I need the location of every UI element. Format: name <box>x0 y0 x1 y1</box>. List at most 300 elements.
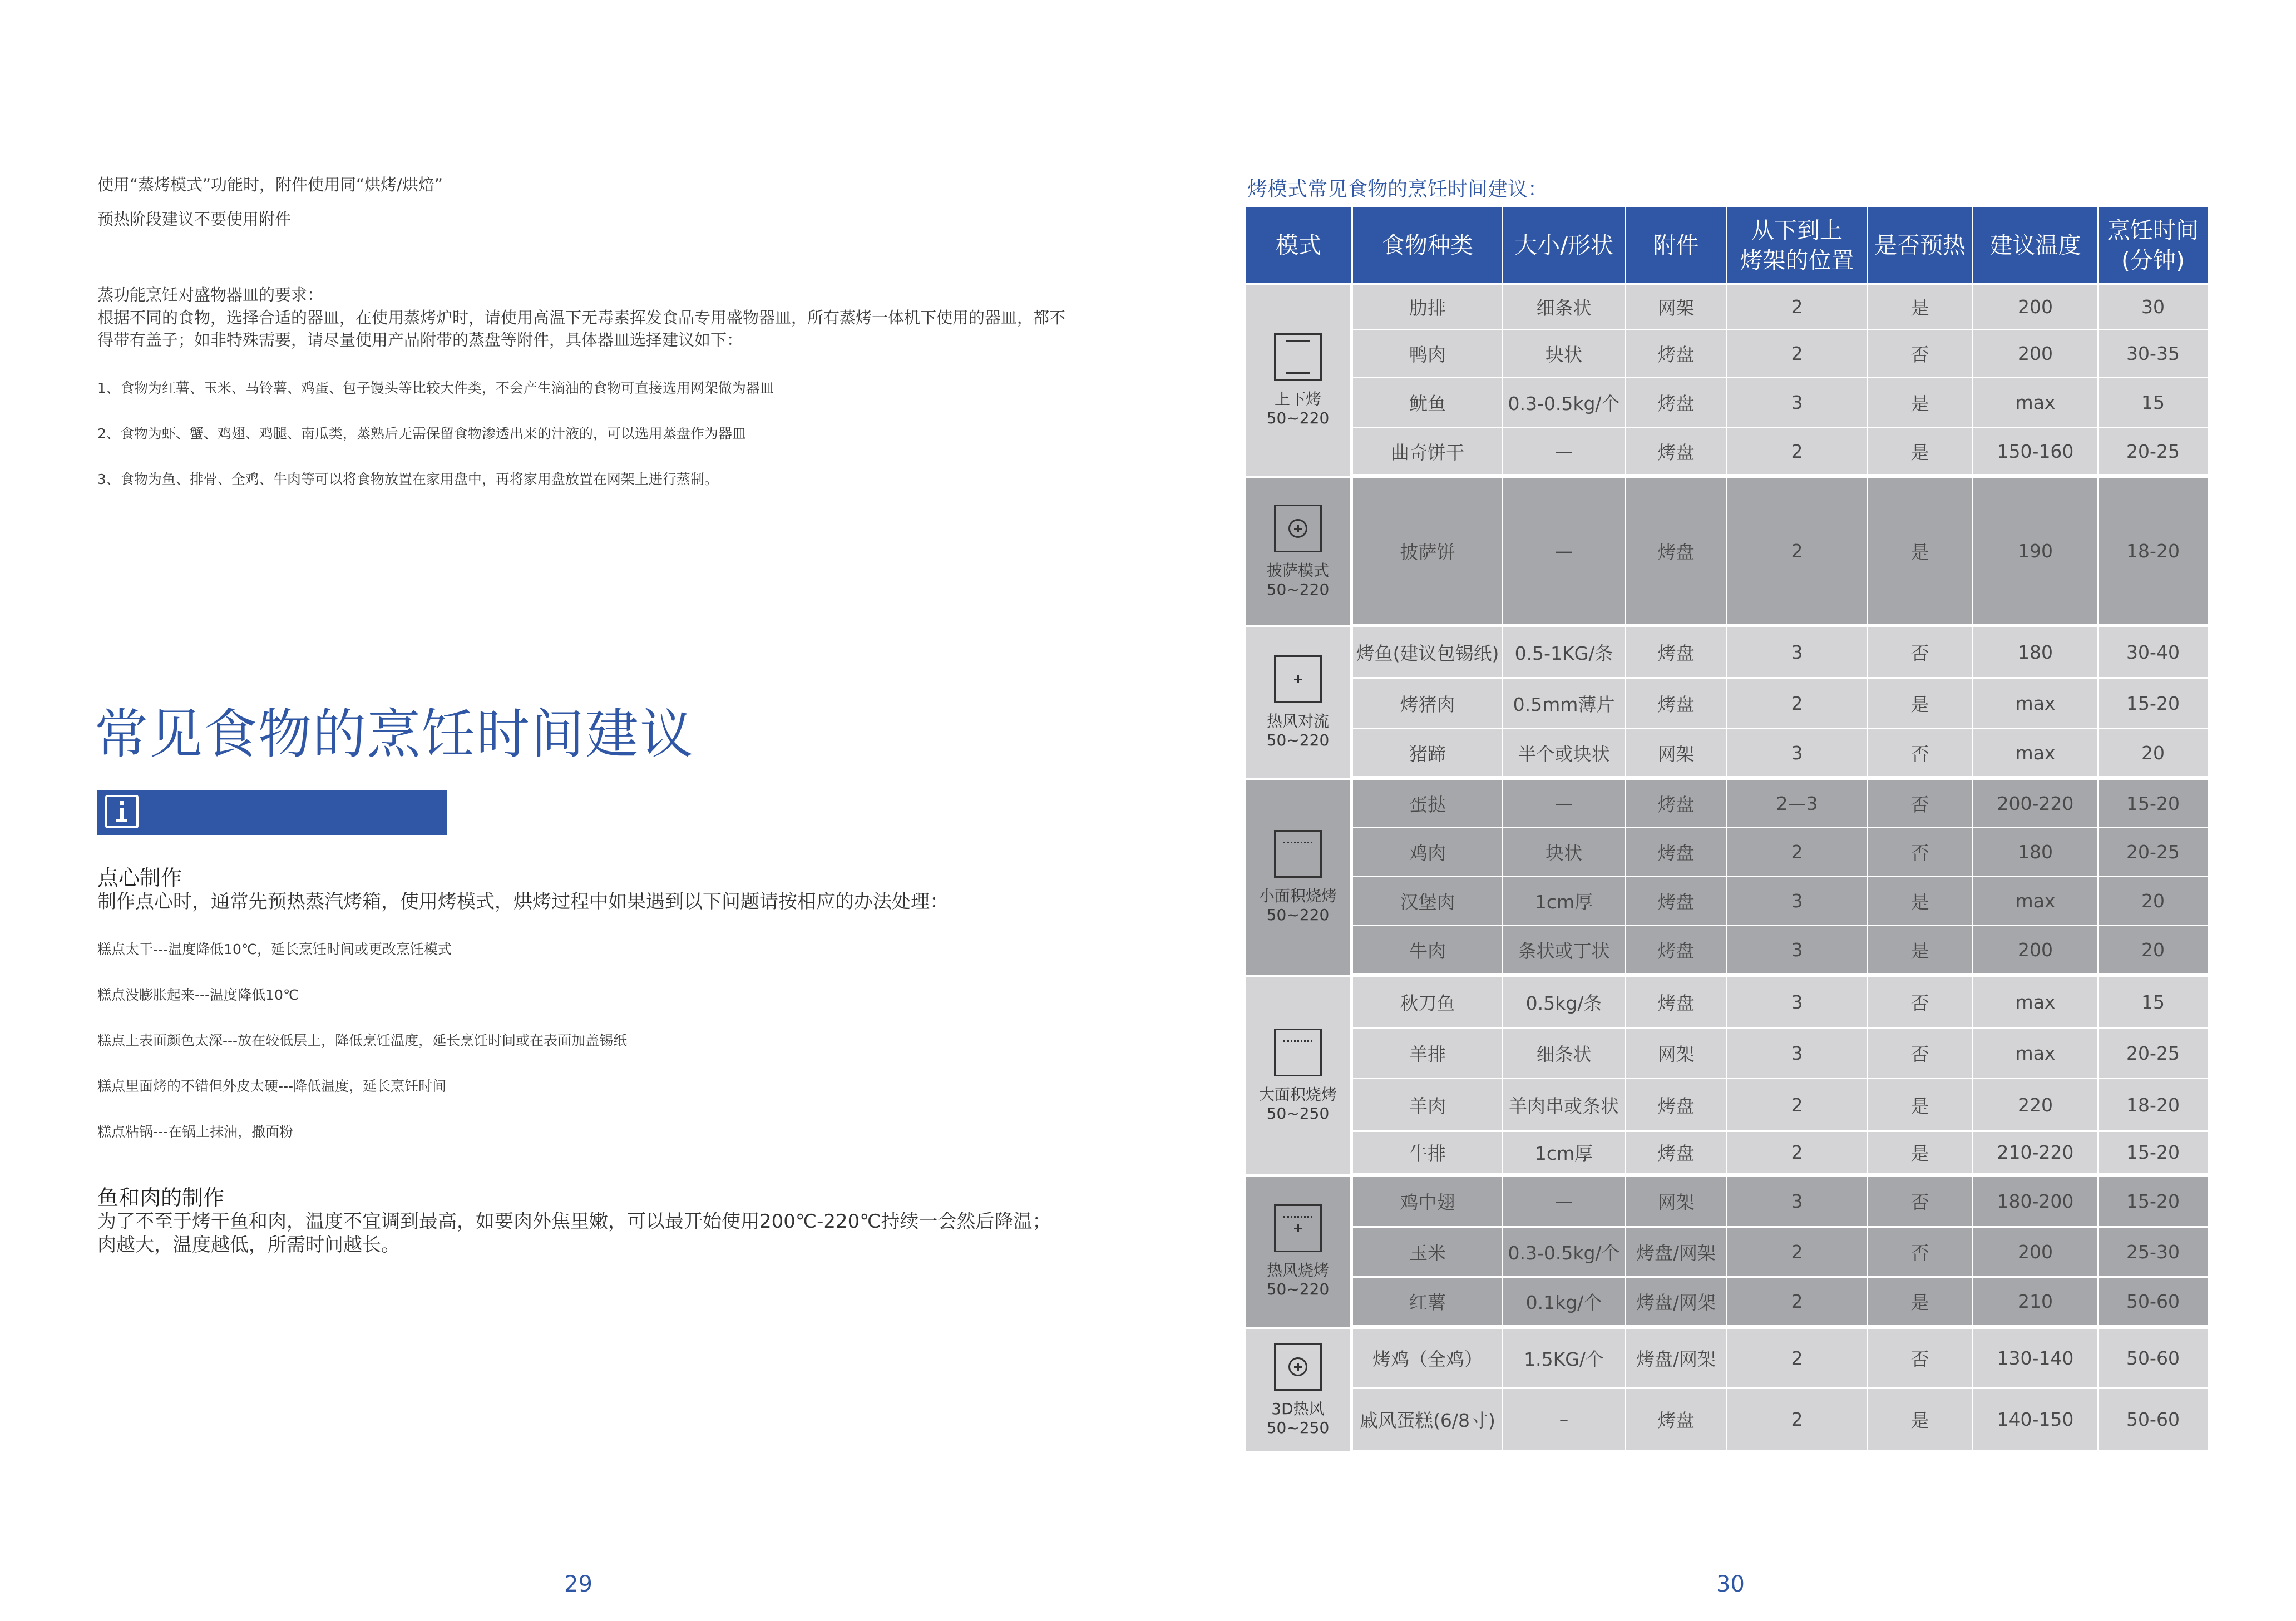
cell-value: — <box>1554 540 1573 562</box>
cell-value: 烤盘 <box>1657 793 1695 816</box>
cell-value: max <box>2015 692 2056 714</box>
table-cell <box>1973 977 2097 1027</box>
table-cell <box>1868 378 1972 427</box>
table-cell <box>1353 627 1502 677</box>
table-cell <box>1503 729 1625 776</box>
table-cell <box>1626 926 1726 973</box>
cell-value: 烤盘 <box>1657 1410 1695 1431</box>
table-cell <box>1973 1389 2097 1450</box>
pastry-intro: 制作点心时，通常先预热蒸汽烤箱，使用烤模式，烘烤过程中如果遇到以下问题请按相应的办法处理： <box>97 891 949 913</box>
table-cell <box>1503 780 1625 827</box>
table-cell <box>1503 285 1625 329</box>
cell-value: 15-20 <box>2126 692 2180 714</box>
cell-value: 网架 <box>1657 1192 1695 1213</box>
table-cell <box>1353 285 1502 329</box>
cell-value: 2 <box>1791 1241 1803 1263</box>
cell-value: 3 <box>1791 890 1803 912</box>
cell-value: — <box>1554 792 1573 814</box>
cell-value: 2 <box>1791 1347 1803 1369</box>
header-label: 从下到上 烤架的位置 <box>1740 216 1854 274</box>
cell-value: 20 <box>2141 938 2165 961</box>
table-cell <box>1973 478 2097 624</box>
table-cell <box>1727 679 1867 728</box>
table-header-cell <box>1973 207 2097 283</box>
cell-value: 180-200 <box>1997 1190 2074 1212</box>
table-cell <box>1973 877 2097 925</box>
cell-value: 是 <box>1910 1292 1929 1313</box>
cell-value: 烤盘 <box>1657 344 1695 365</box>
table-cell <box>1868 627 1972 677</box>
table-cell <box>1626 428 1726 474</box>
table-cell <box>1626 1029 1726 1078</box>
table-cell <box>1626 1389 1726 1450</box>
table-cell <box>1727 478 1867 624</box>
cell-value: 否 <box>1910 743 1929 765</box>
table-cell <box>1503 1132 1625 1173</box>
cell-value: 牛排 <box>1409 1143 1446 1164</box>
cell-value: 是 <box>1910 441 1929 463</box>
table-cell <box>1353 1389 1502 1450</box>
table-cell <box>1353 877 1502 925</box>
table-cell <box>1973 378 2097 427</box>
table-cell <box>1727 1177 1867 1226</box>
cell-value: 18-20 <box>2126 540 2180 562</box>
cell-value: 块状 <box>1546 842 1582 864</box>
table-cell <box>1973 330 2097 377</box>
table-cell <box>1626 1278 1726 1325</box>
cell-value: 猪蹄 <box>1409 743 1446 765</box>
cell-value: 烤盘/网架 <box>1636 1292 1716 1313</box>
mode-name: 热风烧烤 <box>1266 1261 1329 1279</box>
table-cell <box>1868 330 1972 377</box>
table-cell <box>1626 1079 1726 1130</box>
cell-value: 30 <box>2141 296 2165 318</box>
table-cell <box>1353 1132 1502 1173</box>
table-cell <box>1973 780 2097 827</box>
header-label: 是否预热 <box>1874 231 1966 259</box>
cell-value: 3 <box>1791 1190 1803 1212</box>
table-cell <box>1626 729 1726 776</box>
cell-value: 是 <box>1910 693 1929 715</box>
requirements-body: 根据不同的食物，选择合适的器皿，在使用蒸烤炉时，请使用高温下无毒素挥发食品专用盛物器皿，所有蒸烤一体机下使用的器皿，都不得带有盖子；如非特殊需要，请尽量使用产品附带的蒸盘等附件，具体器皿选择建议如下： <box>97 308 1066 349</box>
table-cell <box>1353 1228 1502 1276</box>
cell-value: 25-30 <box>2126 1241 2180 1263</box>
mode-temp-range: 50~250 <box>1266 1104 1330 1123</box>
cell-value: max <box>2015 890 2056 912</box>
table-cell <box>1868 1029 1972 1078</box>
cell-value: 汉堡肉 <box>1400 891 1455 913</box>
table-cell <box>1353 1079 1502 1130</box>
table-cell <box>2099 1132 2208 1173</box>
requirement-item-2: 2、食物为虾、蟹、鸡翅、鸡腿、南瓜类，蒸熟后无需保留食物渗透出来的汁液的，可以选用蒸盘作为器皿 <box>97 426 746 442</box>
cell-value: 2 <box>1791 1141 1803 1163</box>
table-cell <box>1973 1329 2097 1387</box>
header-label: 大小/形状 <box>1514 231 1613 259</box>
table-cell <box>1973 428 2097 474</box>
cell-value: 是 <box>1910 297 1929 319</box>
table-cell <box>1868 977 1972 1027</box>
table-cell <box>1868 926 1972 973</box>
cell-value: 秋刀鱼 <box>1400 992 1455 1014</box>
table-cell <box>1973 1132 2097 1173</box>
table-cell <box>1503 1278 1625 1325</box>
table-cell <box>1353 828 1502 876</box>
table-cell <box>2099 478 2208 624</box>
cell-value: 190 <box>2018 540 2053 562</box>
cell-value: 是 <box>1910 940 1929 962</box>
table-cell <box>1868 1278 1972 1325</box>
cell-value: 玉米 <box>1409 1242 1446 1264</box>
cell-value: 2 <box>1791 1291 1803 1312</box>
cell-value: 180 <box>2018 841 2053 863</box>
table-cell <box>1727 977 1867 1027</box>
header-label: 食物种类 <box>1382 231 1473 259</box>
cell-value: 210 <box>2018 1291 2053 1312</box>
mode-cell <box>1246 1329 1350 1451</box>
cell-value: 网架 <box>1657 297 1695 319</box>
table-cell <box>1626 478 1726 624</box>
cell-value: 1cm厚 <box>1534 891 1593 913</box>
table-header-cell <box>1868 207 1972 283</box>
mode-name: 热风对流 <box>1266 712 1329 730</box>
table-cell <box>1353 729 1502 776</box>
table-cell <box>1868 1132 1972 1173</box>
cell-value: 否 <box>1910 1043 1929 1065</box>
table-cell <box>1727 926 1867 973</box>
mode-cell <box>1246 780 1350 975</box>
intro-line-1: 使用“蒸烤模式”功能时，附件使用同“烘烤/烘焙” <box>97 175 443 194</box>
table-cell <box>1626 1132 1726 1173</box>
table-cell <box>1626 679 1726 728</box>
cell-value: 否 <box>1910 344 1929 365</box>
fan-grill-icon <box>1274 1204 1322 1252</box>
mode-temp-range: 50~220 <box>1266 906 1330 924</box>
cell-value: 200 <box>2018 343 2053 364</box>
mode-cell <box>1246 627 1350 778</box>
table-cell <box>2099 926 2208 973</box>
fish-meat-body: 为了不至于烤干鱼和肉，温度不宜调到最高，如要肉外焦里嫩，可以最开始使用200℃-220℃持续一会然后降温；肉越大，温度越低，所需时间越长。 <box>97 1210 1051 1256</box>
cell-value: 2 <box>1791 841 1803 863</box>
table-cell <box>1353 330 1502 377</box>
cell-value: 羊肉 <box>1409 1095 1446 1117</box>
table-cell <box>2099 1278 2208 1325</box>
cell-value: 3 <box>1791 742 1803 764</box>
table-cell <box>1353 1029 1502 1078</box>
table-cell <box>1626 877 1726 925</box>
table-cell <box>1727 1278 1867 1325</box>
cell-value: 披萨饼 <box>1400 541 1455 563</box>
cell-value: 200-220 <box>1997 792 2074 814</box>
cell-value: 鱿鱼 <box>1409 393 1446 414</box>
cell-value: 200 <box>2018 938 2053 961</box>
table-cell <box>1503 478 1625 624</box>
cell-value: 烤鱼(建议包锡纸) <box>1356 643 1499 664</box>
page-title: 常见食物的烹饪时间建议 <box>95 703 694 765</box>
intro-line-2: 预热阶段建议不要使用附件 <box>97 210 292 229</box>
cell-value: 网架 <box>1657 1043 1695 1065</box>
cell-value: 否 <box>1910 1348 1929 1370</box>
table-cell <box>1503 1228 1625 1276</box>
table-cell <box>1727 1079 1867 1130</box>
table-cell <box>1727 1228 1867 1276</box>
table-cell <box>1727 1329 1867 1387</box>
cell-value: 烤盘 <box>1657 441 1695 463</box>
header-label: 模式 <box>1276 231 1321 259</box>
large-grill-icon <box>1274 1029 1322 1076</box>
table-cell <box>1503 977 1625 1027</box>
cell-value: 15 <box>2141 392 2165 413</box>
cell-value: 烤盘 <box>1657 992 1695 1014</box>
top-bottom-heat-icon <box>1274 333 1322 381</box>
cell-value: 20-25 <box>2126 841 2180 863</box>
table-cell <box>1353 378 1502 427</box>
page-number-right: 30 <box>1716 1571 1745 1597</box>
mode-cell <box>1246 977 1350 1174</box>
cell-value: 2 <box>1791 540 1803 562</box>
cell-value: 200 <box>2018 296 2053 318</box>
requirement-item-1: 1、食物为红薯、玉米、马铃薯、鸡蛋、包子馒头等比较大件类，不会产生滴油的食物可直接选用网架做为器皿 <box>97 380 774 396</box>
cell-value: 15-20 <box>2126 1141 2180 1163</box>
table-cell <box>1626 285 1726 329</box>
table-header-cell <box>2099 207 2208 283</box>
cell-value: 2 <box>1791 440 1803 462</box>
table-cell <box>1353 780 1502 827</box>
cell-value: 150-160 <box>1997 440 2074 462</box>
table-cell <box>1868 679 1972 728</box>
mode-temp-range: 50~250 <box>1266 1419 1330 1437</box>
fish-meat-section-title: 鱼和肉的制作 <box>97 1185 225 1210</box>
table-cell <box>2099 330 2208 377</box>
cell-value: 30-35 <box>2126 343 2180 364</box>
table-header-cell <box>1626 207 1726 283</box>
table-cell <box>2099 1029 2208 1078</box>
table-cell <box>1626 977 1726 1027</box>
cell-value: 细条状 <box>1536 297 1592 319</box>
table-cell <box>1353 1329 1502 1387</box>
cell-value: 否 <box>1910 793 1929 816</box>
cell-value: 否 <box>1910 1192 1929 1213</box>
table-cell <box>1973 926 2097 973</box>
cell-value: 烤鸡（全鸡） <box>1372 1348 1483 1370</box>
table-cell <box>1353 428 1502 474</box>
cell-value: 2 <box>1791 1094 1803 1116</box>
table-cell <box>2099 428 2208 474</box>
table-cell <box>1503 627 1625 677</box>
cell-value: 0.5mm薄片 <box>1513 693 1615 715</box>
cell-value: 红薯 <box>1409 1292 1446 1313</box>
table-cell <box>1727 1132 1867 1173</box>
cell-value: 50-60 <box>2126 1347 2180 1369</box>
table-cell <box>1973 1029 2097 1078</box>
table-cell <box>1503 1029 1625 1078</box>
cell-value: 20 <box>2141 742 2165 764</box>
cell-value: 130-140 <box>1997 1347 2074 1369</box>
table-cell <box>1868 1079 1972 1130</box>
mode-name: 大面积烧烤 <box>1258 1085 1337 1104</box>
table-cell <box>1353 679 1502 728</box>
cell-value: 2—3 <box>1776 792 1818 814</box>
cell-value: max <box>2015 392 2056 413</box>
table-cell <box>1503 428 1625 474</box>
table-cell <box>2099 1228 2208 1276</box>
table-cell <box>1868 478 1972 624</box>
table-cell <box>2099 828 2208 876</box>
mode-temp-range: 50~220 <box>1266 408 1330 427</box>
cell-value: 肋排 <box>1409 297 1446 319</box>
table-cell <box>1868 428 1972 474</box>
cell-value: 曲奇饼干 <box>1391 441 1464 463</box>
table-cell <box>1503 1389 1625 1450</box>
cell-value: 15-20 <box>2126 792 2180 814</box>
mode-name: 3D热风 <box>1271 1400 1325 1418</box>
3d-hot-air-icon <box>1274 1343 1322 1391</box>
cell-value: 0.5-1KG/条 <box>1514 643 1613 664</box>
cell-value: max <box>2015 991 2056 1013</box>
cell-value: 0.5kg/条 <box>1525 992 1602 1014</box>
header-label: 附件 <box>1653 231 1699 259</box>
cell-value: 是 <box>1910 1143 1929 1164</box>
table-cell <box>1727 828 1867 876</box>
pastry-tip: 糕点没膨胀起来---温度降低10℃ <box>97 987 299 1003</box>
cell-value: 网架 <box>1657 743 1695 765</box>
pastry-tip: 糕点上表面颜色太深---放在较低层上，降低烹饪温度，延长烹饪时间或在表面加盖锡纸 <box>97 1032 628 1049</box>
requirement-item-3: 3、食物为鱼、排骨、全鸡、牛肉等可以将食物放置在家用盘中，再将家用盘放置在网架上进行蒸制。 <box>97 471 718 487</box>
pastry-section-title: 点心制作 <box>97 866 182 890</box>
cell-value: 2 <box>1791 296 1803 318</box>
table-cell <box>1868 1177 1972 1226</box>
small-grill-icon <box>1274 830 1322 878</box>
table-cell <box>1973 1228 2097 1276</box>
table-cell <box>1503 926 1625 973</box>
table-cell <box>2099 679 2208 728</box>
cell-value: 0.3-0.5kg/个 <box>1508 393 1620 414</box>
cell-value: 否 <box>1910 842 1929 864</box>
convection-fan-icon <box>1274 655 1322 703</box>
info-bar <box>97 790 447 835</box>
header-label: 烹饪时间 (分钟) <box>2107 216 2199 274</box>
cell-value: 烤盘 <box>1657 1143 1695 1164</box>
mode-temp-range: 50~220 <box>1266 731 1330 749</box>
table-cell <box>1868 729 1972 776</box>
cell-value: 2 <box>1791 343 1803 364</box>
table-cell <box>1503 1079 1625 1130</box>
mode-cell <box>1246 478 1350 625</box>
table-cell <box>2099 1329 2208 1387</box>
table-cell <box>1353 926 1502 973</box>
table-cell <box>1503 679 1625 728</box>
table-cell <box>1727 1029 1867 1078</box>
table-cell <box>1626 1329 1726 1387</box>
table-title: 烤模式常见食物的烹饪时间建议： <box>1247 178 1548 201</box>
table-cell <box>1727 330 1867 377</box>
cell-value: 20-25 <box>2126 440 2180 462</box>
table-cell <box>1868 285 1972 329</box>
cell-value: 烤盘 <box>1657 643 1695 664</box>
table-cell <box>2099 627 2208 677</box>
cell-value: 0.1kg/个 <box>1525 1292 1602 1313</box>
mode-cell <box>1246 285 1350 476</box>
table-cell <box>1503 378 1625 427</box>
table-header-cell <box>1503 207 1625 283</box>
cell-value: 烤盘 <box>1657 1095 1695 1117</box>
table-header-cell <box>1246 207 1351 283</box>
table-cell <box>1727 1389 1867 1450</box>
cell-value: 牛肉 <box>1409 940 1446 962</box>
info-icon <box>105 795 139 828</box>
header-label: 建议温度 <box>1989 231 2081 259</box>
table-cell <box>1353 977 1502 1027</box>
table-cell <box>2099 729 2208 776</box>
requirements-title: 蒸功能烹饪对盛物器皿的要求： <box>97 285 324 304</box>
cell-value: 烤盘 <box>1657 541 1695 563</box>
cell-value: 烤盘/网架 <box>1636 1348 1716 1370</box>
table-cell <box>2099 285 2208 329</box>
table-cell <box>2099 1177 2208 1226</box>
cell-value: 是 <box>1910 1095 1929 1117</box>
cell-value: 是 <box>1910 1410 1929 1431</box>
table-cell <box>2099 877 2208 925</box>
table-cell <box>1973 1079 2097 1130</box>
table-cell <box>1626 828 1726 876</box>
cell-value: 否 <box>1910 643 1929 664</box>
page-number-left: 29 <box>564 1571 592 1597</box>
table-cell <box>1973 1177 2097 1226</box>
cell-value: – <box>1559 1409 1569 1430</box>
cell-value: 20 <box>2141 890 2165 912</box>
pizza-fan-icon <box>1274 505 1322 552</box>
cell-value: 烤盘/网架 <box>1636 1242 1716 1264</box>
cell-value: 200 <box>2018 1241 2053 1263</box>
table-cell <box>1727 877 1867 925</box>
cell-value: 1cm厚 <box>1534 1143 1593 1164</box>
mode-name: 披萨模式 <box>1266 561 1329 580</box>
cell-value: 是 <box>1910 541 1929 563</box>
table-header-cell <box>1727 207 1867 283</box>
cell-value: 210-220 <box>1997 1141 2074 1163</box>
cell-value: 18-20 <box>2126 1094 2180 1116</box>
table-cell <box>1503 1177 1625 1226</box>
table-cell <box>2099 378 2208 427</box>
table-cell <box>1868 1228 1972 1276</box>
cell-value: 15-20 <box>2126 1190 2180 1212</box>
cell-value: 烤盘 <box>1657 393 1695 414</box>
table-cell <box>1503 828 1625 876</box>
cell-value: 半个或块状 <box>1518 743 1610 765</box>
cell-value: 220 <box>2018 1094 2053 1116</box>
cell-value: 180 <box>2018 641 2053 663</box>
table-cell <box>1868 1389 1972 1450</box>
cell-value: 2 <box>1791 692 1803 714</box>
table-cell <box>1868 1329 1972 1387</box>
cell-value: 30-40 <box>2126 641 2180 663</box>
cell-value: 否 <box>1910 1242 1929 1264</box>
cell-value: max <box>2015 742 2056 764</box>
table-cell <box>1727 729 1867 776</box>
table-cell <box>1973 627 2097 677</box>
cell-value: — <box>1554 1190 1573 1212</box>
table-cell <box>1868 877 1972 925</box>
table-cell <box>1727 378 1867 427</box>
cell-value: 羊排 <box>1409 1043 1446 1065</box>
cell-value: 蛋挞 <box>1409 793 1446 816</box>
cell-value: 3 <box>1791 938 1803 961</box>
table-cell <box>1973 679 2097 728</box>
cell-value: — <box>1554 440 1573 462</box>
table-cell <box>1973 828 2097 876</box>
cell-value: 鸡中翅 <box>1400 1192 1455 1213</box>
table-cell <box>1727 428 1867 474</box>
cell-value: 否 <box>1910 992 1929 1014</box>
